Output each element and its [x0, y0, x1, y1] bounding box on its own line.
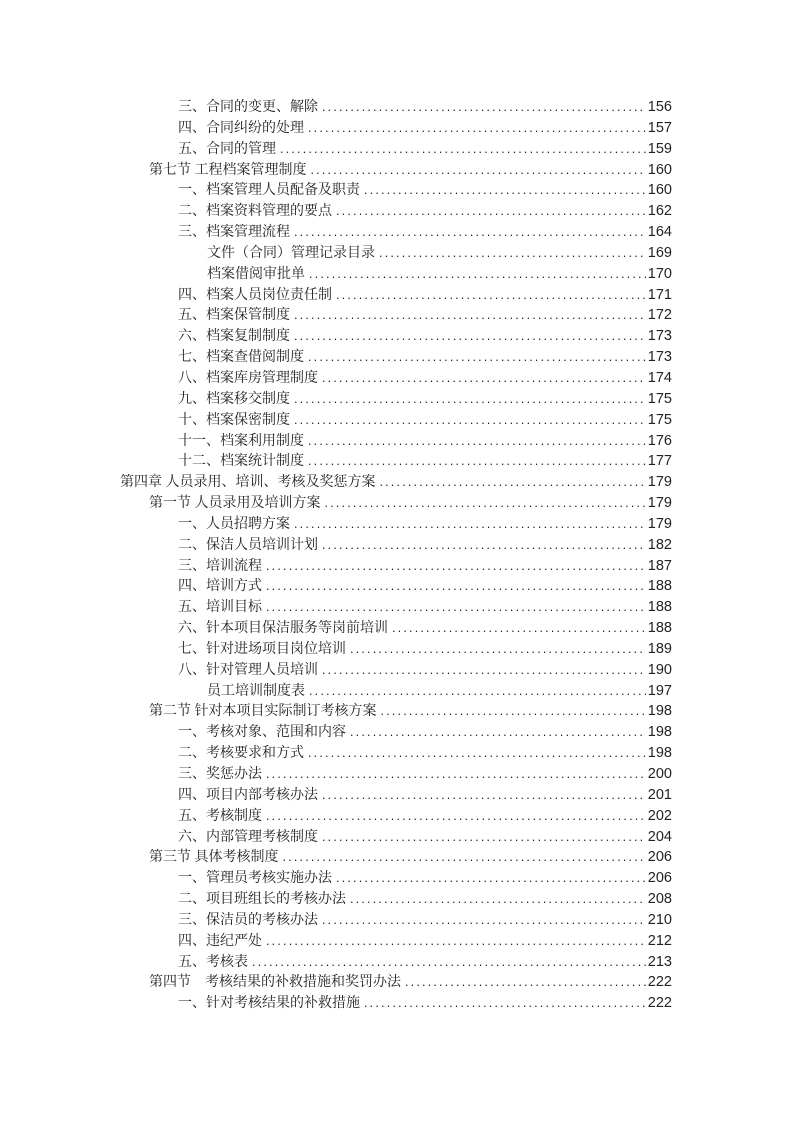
toc-entry[interactable]: [120, 284, 672, 305]
toc-dot-leader: [266, 934, 646, 948]
toc-dot-leader: [266, 767, 646, 781]
toc-entry-label: 五、档案保管制度: [178, 308, 290, 324]
toc-entry[interactable]: [120, 138, 672, 159]
toc-dot-leader: [379, 246, 646, 260]
toc-dot-leader: [322, 830, 646, 844]
toc-entry-label: 文件（合同）管理记录目录: [207, 245, 375, 261]
toc-entry-page: 198: [647, 724, 672, 741]
toc-entry-page: 173: [647, 328, 672, 345]
toc-entry[interactable]: [120, 909, 672, 930]
toc-entry[interactable]: [120, 409, 672, 430]
toc-dot-leader: [322, 371, 646, 385]
toc-entry-page: 213: [647, 953, 672, 970]
toc-dot-leader: [336, 871, 646, 885]
toc-dot-leader: [364, 996, 646, 1010]
toc-entry-label: 一、管理员考核实施办法: [178, 871, 332, 887]
toc-dot-leader: [322, 100, 646, 114]
toc-dot-leader: [336, 288, 646, 302]
toc-entry-label: 一、考核对象、范围和内容: [178, 725, 346, 741]
toc-entry[interactable]: [120, 992, 672, 1013]
toc-entry-label: 一、人员招聘方案: [178, 516, 290, 532]
toc-entry-page: 197: [647, 682, 672, 699]
toc-entry-label: 十、档案保密制度: [178, 412, 290, 428]
toc-entry-page: 170: [647, 265, 672, 282]
toc-entry-page: 156: [647, 99, 672, 115]
toc-entry-page: 187: [647, 557, 672, 574]
toc-entry[interactable]: [120, 680, 672, 701]
toc-entry-label: 二、项目班组长的考核办法: [178, 892, 346, 908]
toc-entry-label: 第四节 考核结果的补救措施和奖罚办法: [149, 975, 401, 991]
toc-entry-label: 五、考核制度: [178, 808, 262, 824]
toc-dot-leader: [266, 809, 646, 823]
toc-dot-leader: [336, 204, 646, 218]
toc-entry-page: 198: [647, 703, 672, 720]
toc-entry-page: 160: [647, 161, 672, 178]
toc-entry[interactable]: [120, 846, 672, 867]
toc-dot-leader: [380, 475, 646, 489]
toc-entry-label: 十一、档案利用制度: [178, 433, 304, 449]
toc-entry-label: 第二节 针对本项目实际制订考核方案: [149, 704, 377, 720]
toc-entry-page: 179: [647, 515, 672, 532]
toc-entry-label: 九、档案移交制度: [178, 391, 290, 407]
toc-entry-label: 第三节 具体考核制度: [149, 850, 279, 866]
toc-dot-leader: [308, 454, 646, 468]
toc-dot-leader: [294, 392, 646, 406]
toc-entry[interactable]: [120, 200, 672, 221]
toc-entry-page: 182: [647, 536, 672, 553]
toc-entry-page: 173: [647, 349, 672, 366]
toc-entry-page: 206: [647, 849, 672, 866]
toc-entry-page: 222: [647, 974, 672, 991]
toc-dot-leader: [308, 350, 646, 364]
toc-entry[interactable]: [120, 805, 672, 826]
toc-entry-page: 175: [647, 411, 672, 428]
toc-entry-page: 174: [647, 369, 672, 386]
toc-dot-leader: [381, 704, 646, 718]
toc-entry[interactable]: [120, 659, 672, 680]
toc-entry-label: 二、保洁人员培训计划: [178, 537, 318, 553]
toc-dot-leader: [309, 684, 646, 698]
toc-entry-page: 160: [647, 182, 672, 199]
toc-entry-page: 206: [647, 870, 672, 887]
toc-entry-page: 188: [647, 599, 672, 616]
toc-dot-leader: [283, 850, 646, 864]
toc-entry-label: 三、档案管理流程: [178, 225, 290, 241]
toc-entry-page: 212: [647, 932, 672, 949]
toc-entry-page: 179: [647, 474, 672, 491]
toc-entry-page: 190: [647, 661, 672, 678]
toc-entry-label: 五、培训目标: [178, 600, 262, 616]
toc-dot-leader: [325, 496, 646, 510]
toc-entry-page: 188: [647, 578, 672, 595]
toc-dot-leader: [405, 975, 646, 989]
toc-dot-leader: [392, 621, 646, 635]
toc-entry[interactable]: [120, 263, 672, 284]
toc-entry-label: 七、档案查借阅制度: [178, 350, 304, 366]
toc-dot-leader: [294, 517, 646, 531]
toc-dot-leader: [266, 579, 646, 593]
toc-entry-label: 四、培训方式: [178, 579, 262, 595]
toc-dot-leader: [322, 913, 646, 927]
toc-dot-leader: [266, 600, 646, 614]
toc-dot-leader: [322, 538, 646, 552]
toc-entry[interactable]: [120, 596, 672, 617]
toc-entry[interactable]: [120, 513, 672, 534]
toc-entry[interactable]: [120, 638, 672, 659]
toc-entry[interactable]: [120, 179, 672, 200]
toc-entry-label: 一、档案管理人员配备及职责: [178, 183, 360, 199]
toc-entry[interactable]: [120, 888, 672, 909]
toc-entry[interactable]: [120, 617, 672, 638]
toc-dot-leader: [294, 225, 646, 239]
toc-entry[interactable]: [120, 367, 672, 388]
toc-entry-label: 六、针本项目保洁服务等岗前培训: [178, 621, 388, 637]
toc-entry-label: 六、内部管理考核制度: [178, 829, 318, 845]
toc-entry-page: 189: [647, 640, 672, 657]
toc-entry-label: 一、针对考核结果的补救措施: [178, 996, 360, 1012]
toc-dot-leader: [350, 892, 646, 906]
toc-entry[interactable]: [120, 742, 672, 763]
toc-entry-label: 档案借阅审批单: [207, 266, 305, 282]
toc-entry-page: 169: [647, 244, 672, 261]
toc-entry-page: 172: [647, 307, 672, 324]
toc-entry-page: 177: [647, 453, 672, 470]
toc-entry[interactable]: [120, 346, 672, 367]
toc-entry[interactable]: [120, 971, 672, 992]
toc-entry-page: 200: [647, 766, 672, 782]
toc-dot-leader: [350, 642, 646, 656]
toc-entry-label: 第七节 工程档案管理制度: [149, 162, 307, 178]
toc-entry-page: 208: [647, 891, 672, 908]
toc-entry[interactable]: [120, 951, 672, 972]
toc-entry[interactable]: [120, 575, 672, 596]
toc-entry[interactable]: [120, 117, 672, 138]
toc-entry-label: 二、考核要求和方式: [178, 746, 304, 762]
toc-entry[interactable]: [120, 784, 672, 805]
toc-entry-page: 171: [647, 286, 672, 303]
toc-entry-label: 三、合同的变更、解除: [178, 100, 318, 115]
toc-entry-label: 四、合同纠纷的处理: [178, 120, 304, 136]
table-of-contents: [120, 96, 672, 1013]
toc-entry-label: 五、合同的管理: [178, 141, 276, 157]
toc-entry-page: 222: [647, 995, 672, 1012]
toc-dot-leader: [294, 413, 646, 427]
toc-entry[interactable]: [120, 450, 672, 471]
toc-entry[interactable]: [120, 242, 672, 263]
toc-entry-page: 179: [647, 495, 672, 512]
toc-entry-page: 188: [647, 620, 672, 637]
toc-entry-page: 204: [647, 828, 672, 845]
toc-dot-leader: [364, 183, 646, 197]
toc-entry-page: 198: [647, 745, 672, 762]
toc-dot-leader: [308, 746, 646, 760]
toc-dot-leader: [309, 267, 646, 281]
toc-entry-page: 164: [647, 224, 672, 241]
toc-entry-label: 三、培训流程: [178, 558, 262, 574]
toc-entry-page: 175: [647, 390, 672, 407]
toc-entry-label: 十二、档案统计制度: [178, 454, 304, 470]
toc-dot-leader: [322, 663, 646, 677]
toc-entry[interactable]: [120, 763, 672, 784]
toc-entry-page: 210: [647, 911, 672, 928]
toc-entry-page: 159: [647, 140, 672, 157]
toc-entry-label: 六、档案复制制度: [178, 329, 290, 345]
toc-dot-leader: [311, 163, 646, 177]
toc-dot-leader: [322, 788, 646, 802]
toc-entry[interactable]: [120, 159, 672, 180]
toc-entry-label: 三、奖惩办法: [178, 767, 262, 782]
toc-entry-page: 157: [647, 119, 672, 136]
toc-entry-label: 二、档案资料管理的要点: [178, 204, 332, 220]
toc-entry-label: 七、针对进场项目岗位培训: [178, 641, 346, 657]
toc-entry[interactable]: [120, 388, 672, 409]
toc-entry[interactable]: [120, 826, 672, 847]
toc-entry-label: 四、违纪严处: [178, 933, 262, 949]
toc-dot-leader: [294, 329, 646, 343]
toc-entry-label: 第四章 人员录用、培训、考核及奖惩方案: [120, 475, 376, 491]
toc-entry[interactable]: [120, 930, 672, 951]
toc-entry-page: 201: [647, 786, 672, 803]
toc-entry-page: 176: [647, 432, 672, 449]
toc-entry-label: 员工培训制度表: [207, 683, 305, 699]
toc-entry[interactable]: [120, 325, 672, 346]
toc-entry[interactable]: [120, 867, 672, 888]
toc-entry-label: 四、项目内部考核办法: [178, 787, 318, 803]
toc-entry-label: 五、考核表: [178, 954, 248, 970]
toc-dot-leader: [308, 121, 646, 135]
toc-entry[interactable]: [120, 304, 672, 325]
toc-dot-leader: [350, 725, 646, 739]
toc-entry-label: 三、保洁员的考核办法: [178, 912, 318, 928]
toc-entry[interactable]: [120, 492, 672, 513]
toc-entry[interactable]: [120, 221, 672, 242]
toc-entry[interactable]: [120, 471, 672, 492]
toc-entry-page: 162: [647, 203, 672, 220]
toc-dot-leader: [252, 955, 646, 969]
toc-entry-page: 202: [647, 807, 672, 824]
toc-dot-leader: [266, 559, 646, 573]
toc-entry[interactable]: [120, 96, 672, 117]
toc-entry[interactable]: [120, 700, 672, 721]
toc-entry-label: 八、针对管理人员培训: [178, 662, 318, 678]
toc-entry[interactable]: [120, 430, 672, 451]
toc-entry-label: 四、档案人员岗位责任制: [178, 287, 332, 303]
toc-dot-leader: [294, 308, 646, 322]
toc-entry[interactable]: [120, 555, 672, 576]
toc-dot-leader: [308, 434, 646, 448]
toc-entry-label: 八、档案库房管理制度: [178, 370, 318, 386]
toc-entry-label: 第一节 人员录用及培训方案: [149, 496, 321, 512]
toc-entry[interactable]: [120, 534, 672, 555]
toc-entry[interactable]: [120, 721, 672, 742]
toc-dot-leader: [280, 142, 646, 156]
